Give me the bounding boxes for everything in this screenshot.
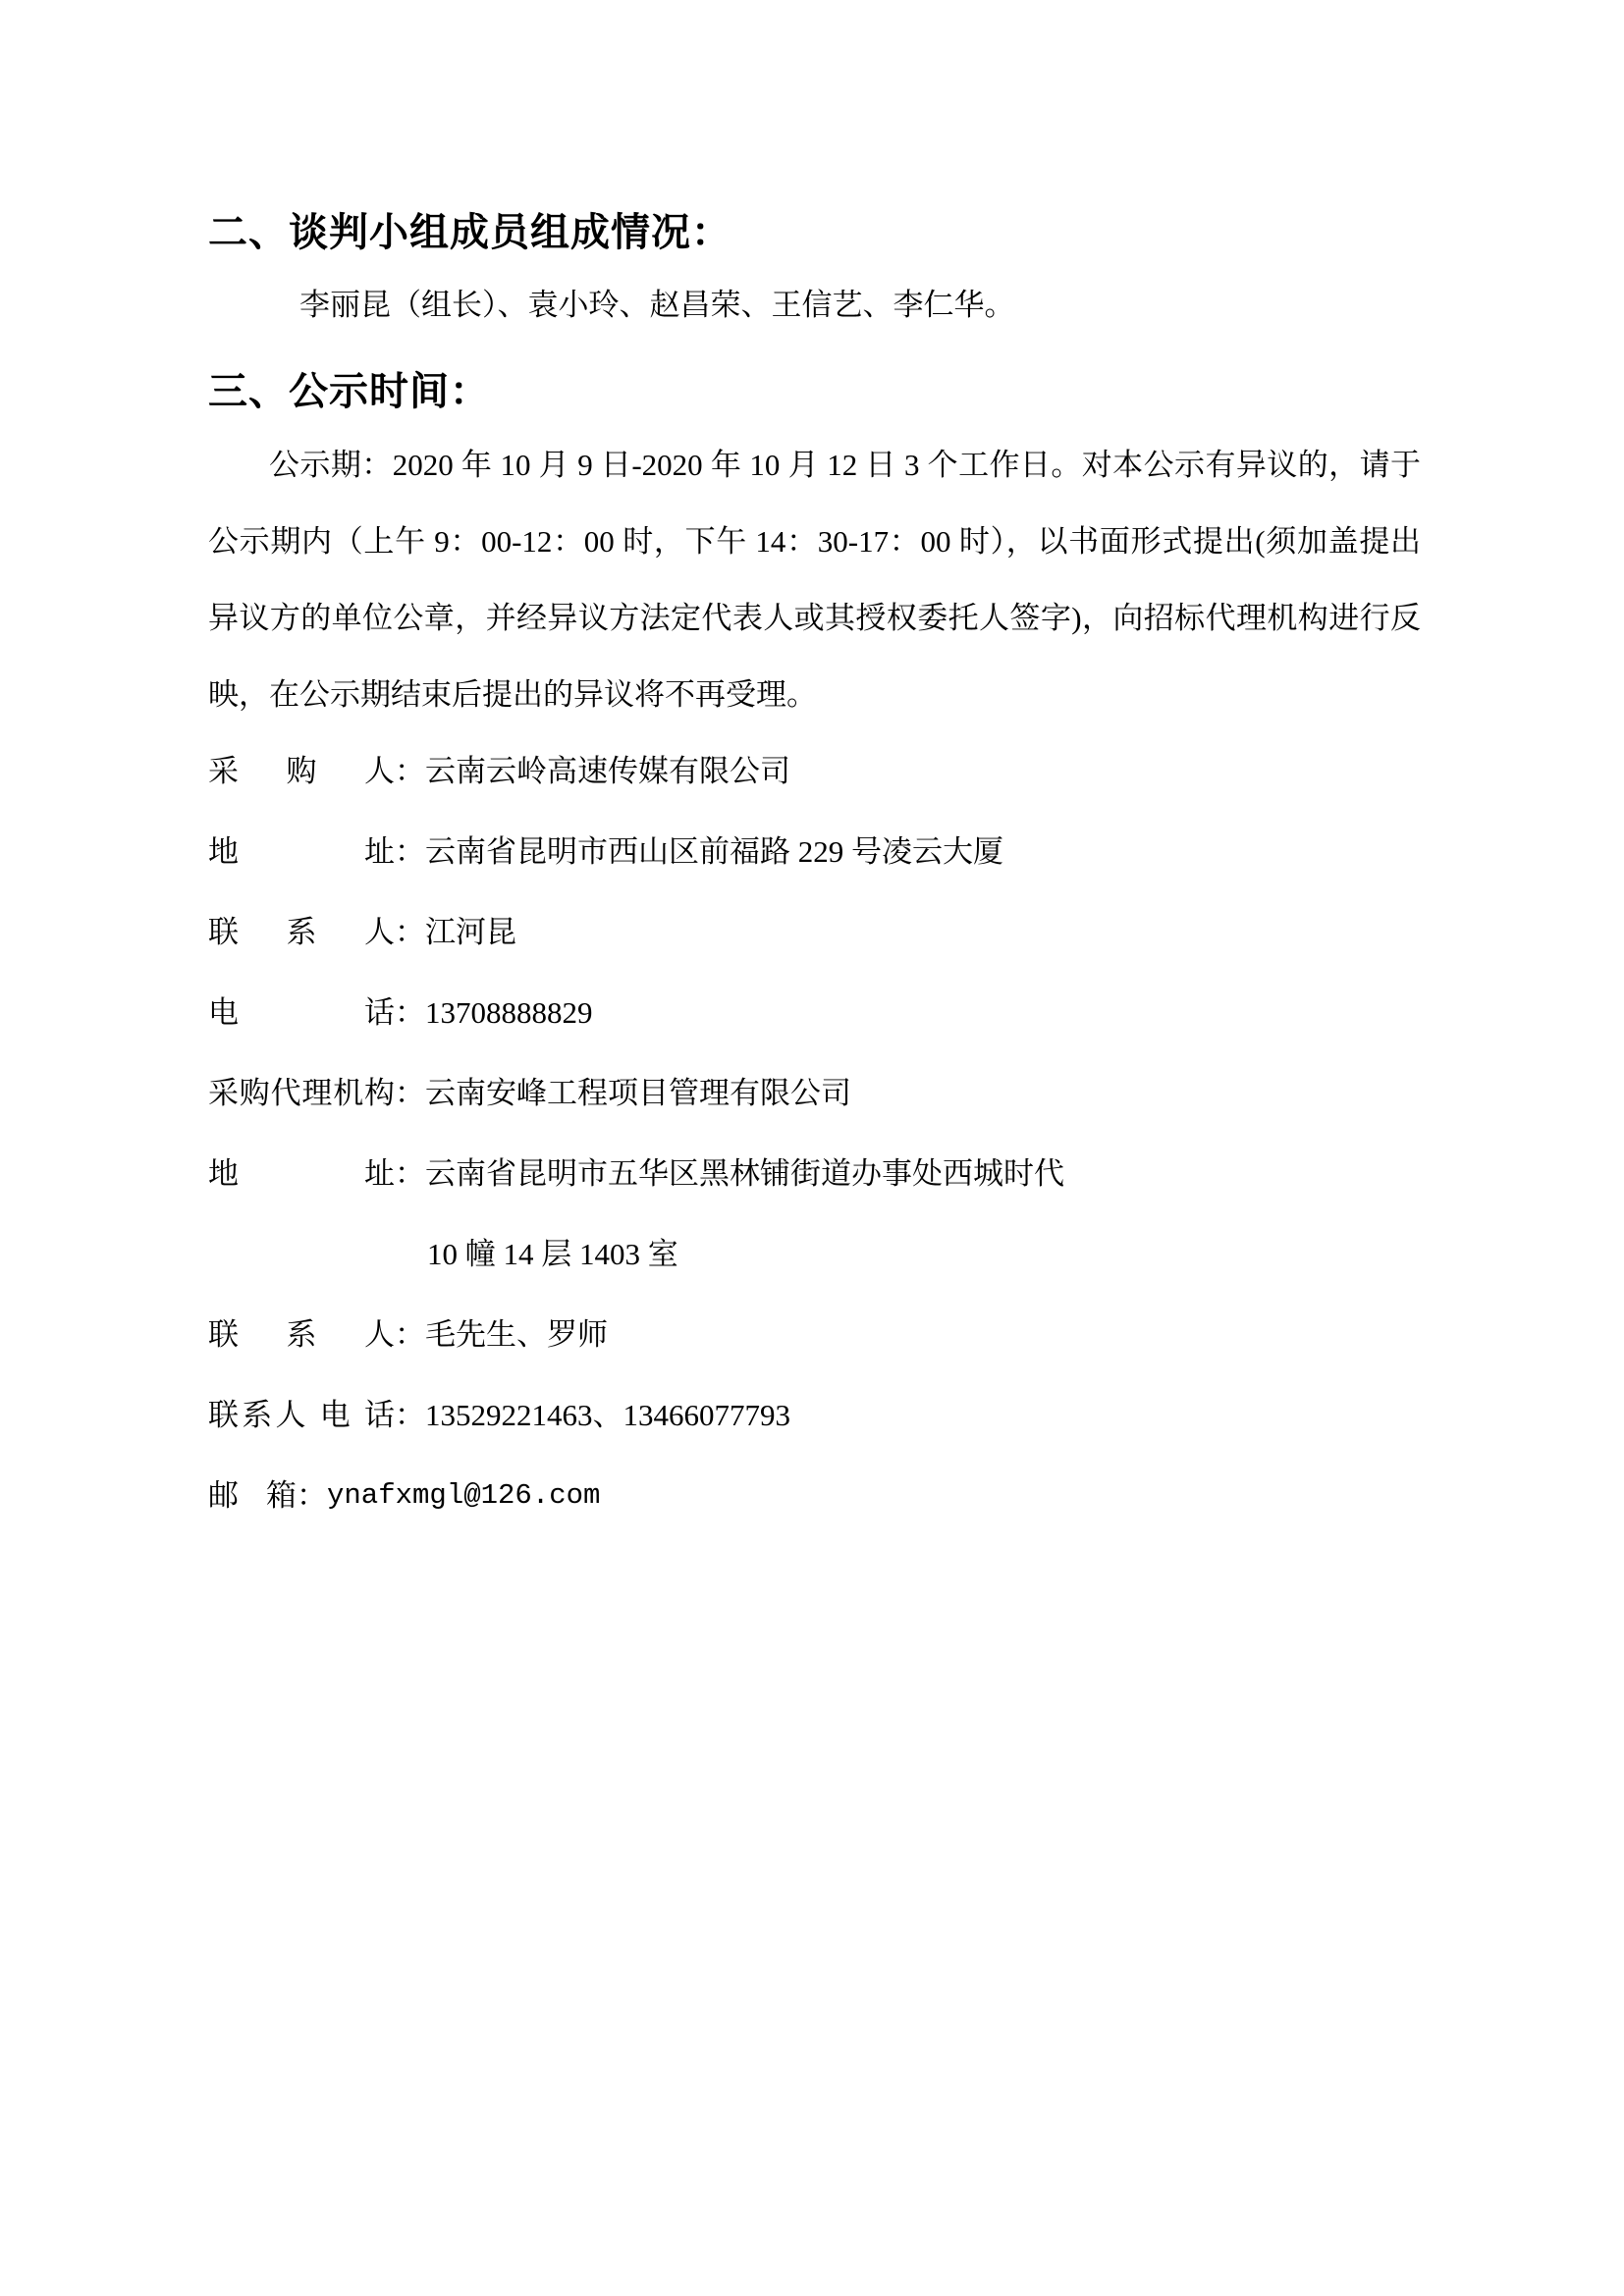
contact-label: 地 址	[208, 1156, 395, 1191]
contact-label: 联 系 人	[208, 915, 395, 949]
contact-row-purchaser	[208, 752, 1421, 791]
contact-colon: ：	[395, 754, 425, 788]
contact-value-agency-email: ynafxmgl@126.com	[327, 1479, 601, 1512]
contact-row-purchaser-phone	[208, 993, 1421, 1033]
contact-label: 联 系 人	[208, 1317, 395, 1352]
contact-colon: ：	[395, 995, 425, 1030]
contact-value-agency-address-line2: 10 幢 14 层 1403 室	[427, 1237, 678, 1271]
contact-row-agency	[208, 1074, 1421, 1113]
contact-value-agency-contact: 毛先生、罗师	[425, 1317, 608, 1352]
contact-colon: ：	[395, 834, 425, 869]
contact-value-agency-contact-phone: 13529221463、13466077793	[425, 1398, 790, 1432]
contact-colon: ：	[395, 1398, 425, 1432]
contact-label: 地 址	[208, 834, 395, 869]
contact-colon: ：	[395, 1317, 425, 1352]
contact-info-list	[208, 752, 1421, 1516]
contact-label: 采购代理机构	[208, 1076, 395, 1110]
contact-value-purchaser: 云南云岭高速传媒有限公司	[425, 754, 790, 788]
contact-row-agency-contact	[208, 1315, 1421, 1355]
contact-value-purchaser-address: 云南省昆明市西山区前福路 229 号凌云大厦	[425, 834, 1003, 869]
contact-value-agency-address: 云南省昆明市五华区黑林铺街道办事处西城时代	[425, 1156, 1064, 1191]
negotiation-panel-members: 李丽昆（组长）、袁小玲、赵昌荣、王信艺、李仁华。	[299, 288, 1015, 322]
contact-value-purchaser-contact: 江河昆	[425, 915, 516, 949]
contact-colon: ：	[395, 1156, 425, 1191]
contact-value-agency: 云南安峰工程项目管理有限公司	[425, 1076, 851, 1110]
contact-label: 电 话	[208, 995, 395, 1030]
contact-colon: ：	[395, 1076, 425, 1110]
contact-row-purchaser-address	[208, 832, 1421, 872]
contact-row-agency-contact-phone	[208, 1396, 1421, 1435]
contact-row-agency-address	[208, 1154, 1421, 1194]
contact-label: 采 购 人	[208, 754, 395, 788]
contact-row-agency-address-line2	[208, 1235, 1421, 1274]
publicity-period-paragraph: 公示期：2020 年 10 月 9 日-2020 年 10 月 12 日 3 个工作日。对本公示有异议的，请于公示期内（上午 9：00-12：00 时，下午 14：30-17：00 时），以书面形式提出(须加盖提出异议方的单位公章，并经异议方法定代表人或其授权委托人签字)，向招标代理机构进行反映，在公示期结束后提出的异议将不再受理。	[208, 448, 1421, 712]
contact-label: 联系人 电 话	[208, 1398, 395, 1432]
contact-label: 邮 箱	[208, 1478, 297, 1513]
document-content	[208, 0, 1421, 1557]
section-3-heading: 三、公示时间：	[208, 370, 490, 413]
contact-row-agency-email	[208, 1476, 1421, 1516]
contact-row-purchaser-contact	[208, 913, 1421, 952]
contact-colon: ：	[297, 1478, 327, 1513]
contact-value-purchaser-phone: 13708888829	[425, 995, 593, 1030]
section-2-heading: 二、谈判小组成员组成情况：	[208, 211, 731, 254]
contact-colon: ：	[395, 915, 425, 949]
